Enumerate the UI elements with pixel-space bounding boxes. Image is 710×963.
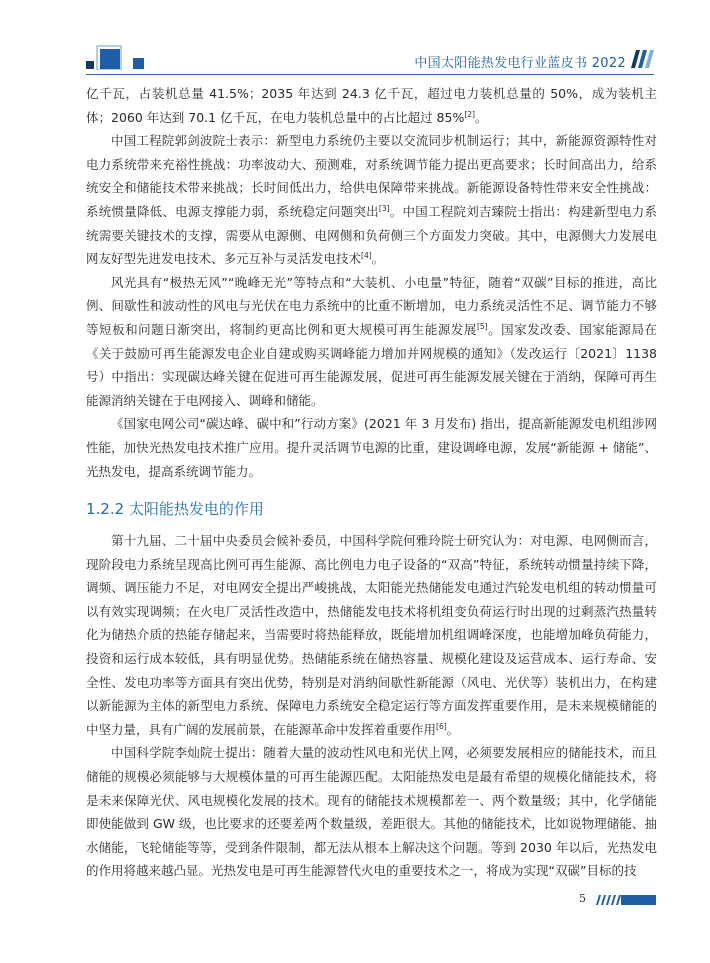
header-divider <box>86 74 654 75</box>
header-title: 中国太阳能热发电行业蓝皮书 2022 <box>414 56 626 71</box>
paragraph-text: 亿千瓦，占装机总量 41.5%；2035 年达到 24.3 亿千瓦，超过电力装机总量的 50%，成为装机主体；2060 年达到 70.1 亿千瓦，在电力装机总量中的占比超过 85% <box>86 86 657 125</box>
paragraph-text: 。 <box>371 251 385 267</box>
section-heading: 1.2.2 太阳能热发电的作用 <box>86 500 264 519</box>
citation-marker: [2] <box>464 109 475 119</box>
citation-marker: [5] <box>476 321 488 331</box>
citation-marker: [4] <box>361 251 372 260</box>
logo-small-square <box>86 61 94 69</box>
citation-marker: [3] <box>378 203 390 213</box>
header-logo-squares-icon <box>86 44 146 70</box>
paragraph-wind-solar <box>86 271 657 413</box>
footer-stripes-icon <box>596 895 656 905</box>
paragraph-text: 。 <box>474 109 488 125</box>
paragraph-text: 第十九届、二十届中央委员会候补委员，中国科学院何雅玲院士研究认为：对电源、电网侧而言，现阶段电力系统呈现高比例可再生能源、高比例电力电子设备的“双高”特征，系统转动惯量持续下降，调频、调压能力不足，对电网安全提出严峻挑战，太阳能光热储能发电通过汽轮发电机组的转动惯量可以有效实现调频；在火电厂灵活性改造中，热储能发电技术将机组变负荷运行时出现的过剩蒸汽热量转化为储热介质的热能存储起来，当需要时将热能释放，既能增加机组调峰深度，也能增加峰负荷能力，投资和运行成本较低，具有明显优势。热储能系统在储热容量、规模化建设及运营成本、运行寿命、安全性、发电功率等方面具有突出优势，特别是对消纳间歇性新能源（风电、光伏等）装机出力，在构建以新能源为主体的新型电力系统、保障电力系统安全稳定运行等方面发挥重要作用，是未来规模储能的中坚力量，具有广阔的发展前景，在能源革命中发挥着重要作用 <box>86 533 657 737</box>
header-slashes-icon <box>627 50 655 68</box>
paragraph-guo-jianbo <box>86 129 657 271</box>
paragraph-text: 。中国工程院刘吉臻院士指出：构建新型电力系统需要关键技术的支撑，需要从电源侧、电网侧和负荷侧三个方面发力突破。其中，电源侧大力发展电网友好型先进发电技术、多元互补与灵活发电技术 <box>86 203 657 267</box>
paragraph-state-grid-plan <box>86 412 657 483</box>
paragraph-text: 中国工程院郭剑波院士表示：新型电力系统仍主要以交流同步机制运行；其中，新能源资源特性对电力系统带来充裕性挑战：功率波动大、预测难，对系统调节能力提出更高要求；长时间高出力，给系统安全和储能技术带来挑战；长时间低出力，给供电保障带来挑战。新能源设备特性带来安全性挑战：系统惯量降低、电源支撑能力弱，系统稳定问题突出 <box>86 133 657 219</box>
page-number: 5 <box>579 892 586 905</box>
logo-side-square <box>133 58 144 69</box>
paragraph-he-yaling <box>86 529 657 741</box>
citation-marker: [6] <box>436 721 447 731</box>
paragraph-li-can <box>86 741 657 883</box>
paragraph-text: 风光具有“极热无风”“晚峰无光”等特点和“大装机、小电量”特征，随着“双碳”目标的推进，高比例、间歇性和波动性的风电与光伏在电力系统中的比重不断增加，电力系统灵活性不足、调节能力不够等短板和问题日渐突出，将制约更高比例和更大规模可再生能源发展 <box>86 274 657 337</box>
logo-main-square <box>100 49 120 69</box>
paragraph-continuation <box>86 82 657 129</box>
page-body <box>86 82 657 883</box>
paragraph-text: 中国科学院李灿院士提出：随着大量的波动性风电和光伏上网，必须要发展相应的储能技术，而且储能的规模必须能够与大规模体量的可再生能源匹配。太阳能热发电是最有希望的规模化储能技术，将是未来保障光伏、风电规模化发展的技术。现有的储能技术规模都差一、两个数量级；其中，化学储能即使能做到 GW 级，也比要求的还要差两个数量级，差距很大。其他的储能技术，比如说物理储能、抽水储能，飞轮储能等等，受到条件限制，都无法从根本上解决这个问题。等到 2030 年以后，光热发电的作用将越来越凸显。光热发电是可再生能源替代火电的重要技术之一，将成为实现“双碳”目标的技 <box>86 745 657 879</box>
paragraph-text: 《国家电网公司“碳达峰、碳中和”行动方案》(2021 年 3 月发布) 指出，提高新能源发电机组涉网性能，加快光热发电技术推广应用。提升灵活调节电源的比重，建设调峰电源，发展“新能源 + 储能”、光热发电，提高系统调节能力。 <box>86 416 657 479</box>
paragraph-text: 。 <box>446 721 460 737</box>
paragraph-text: 。国家发改委、国家能源局在《关于鼓励可再生能源发电企业自建或购买调峰能力增加并网规模的通知》（发改运行〔2021〕1138 号）中指出：实现碳达峰关键在促进可再生能源发展，促进可再生能源发展关键在于消纳，保障可再生能源消纳关键在于电网接入、调峰和储能。 <box>86 321 657 408</box>
